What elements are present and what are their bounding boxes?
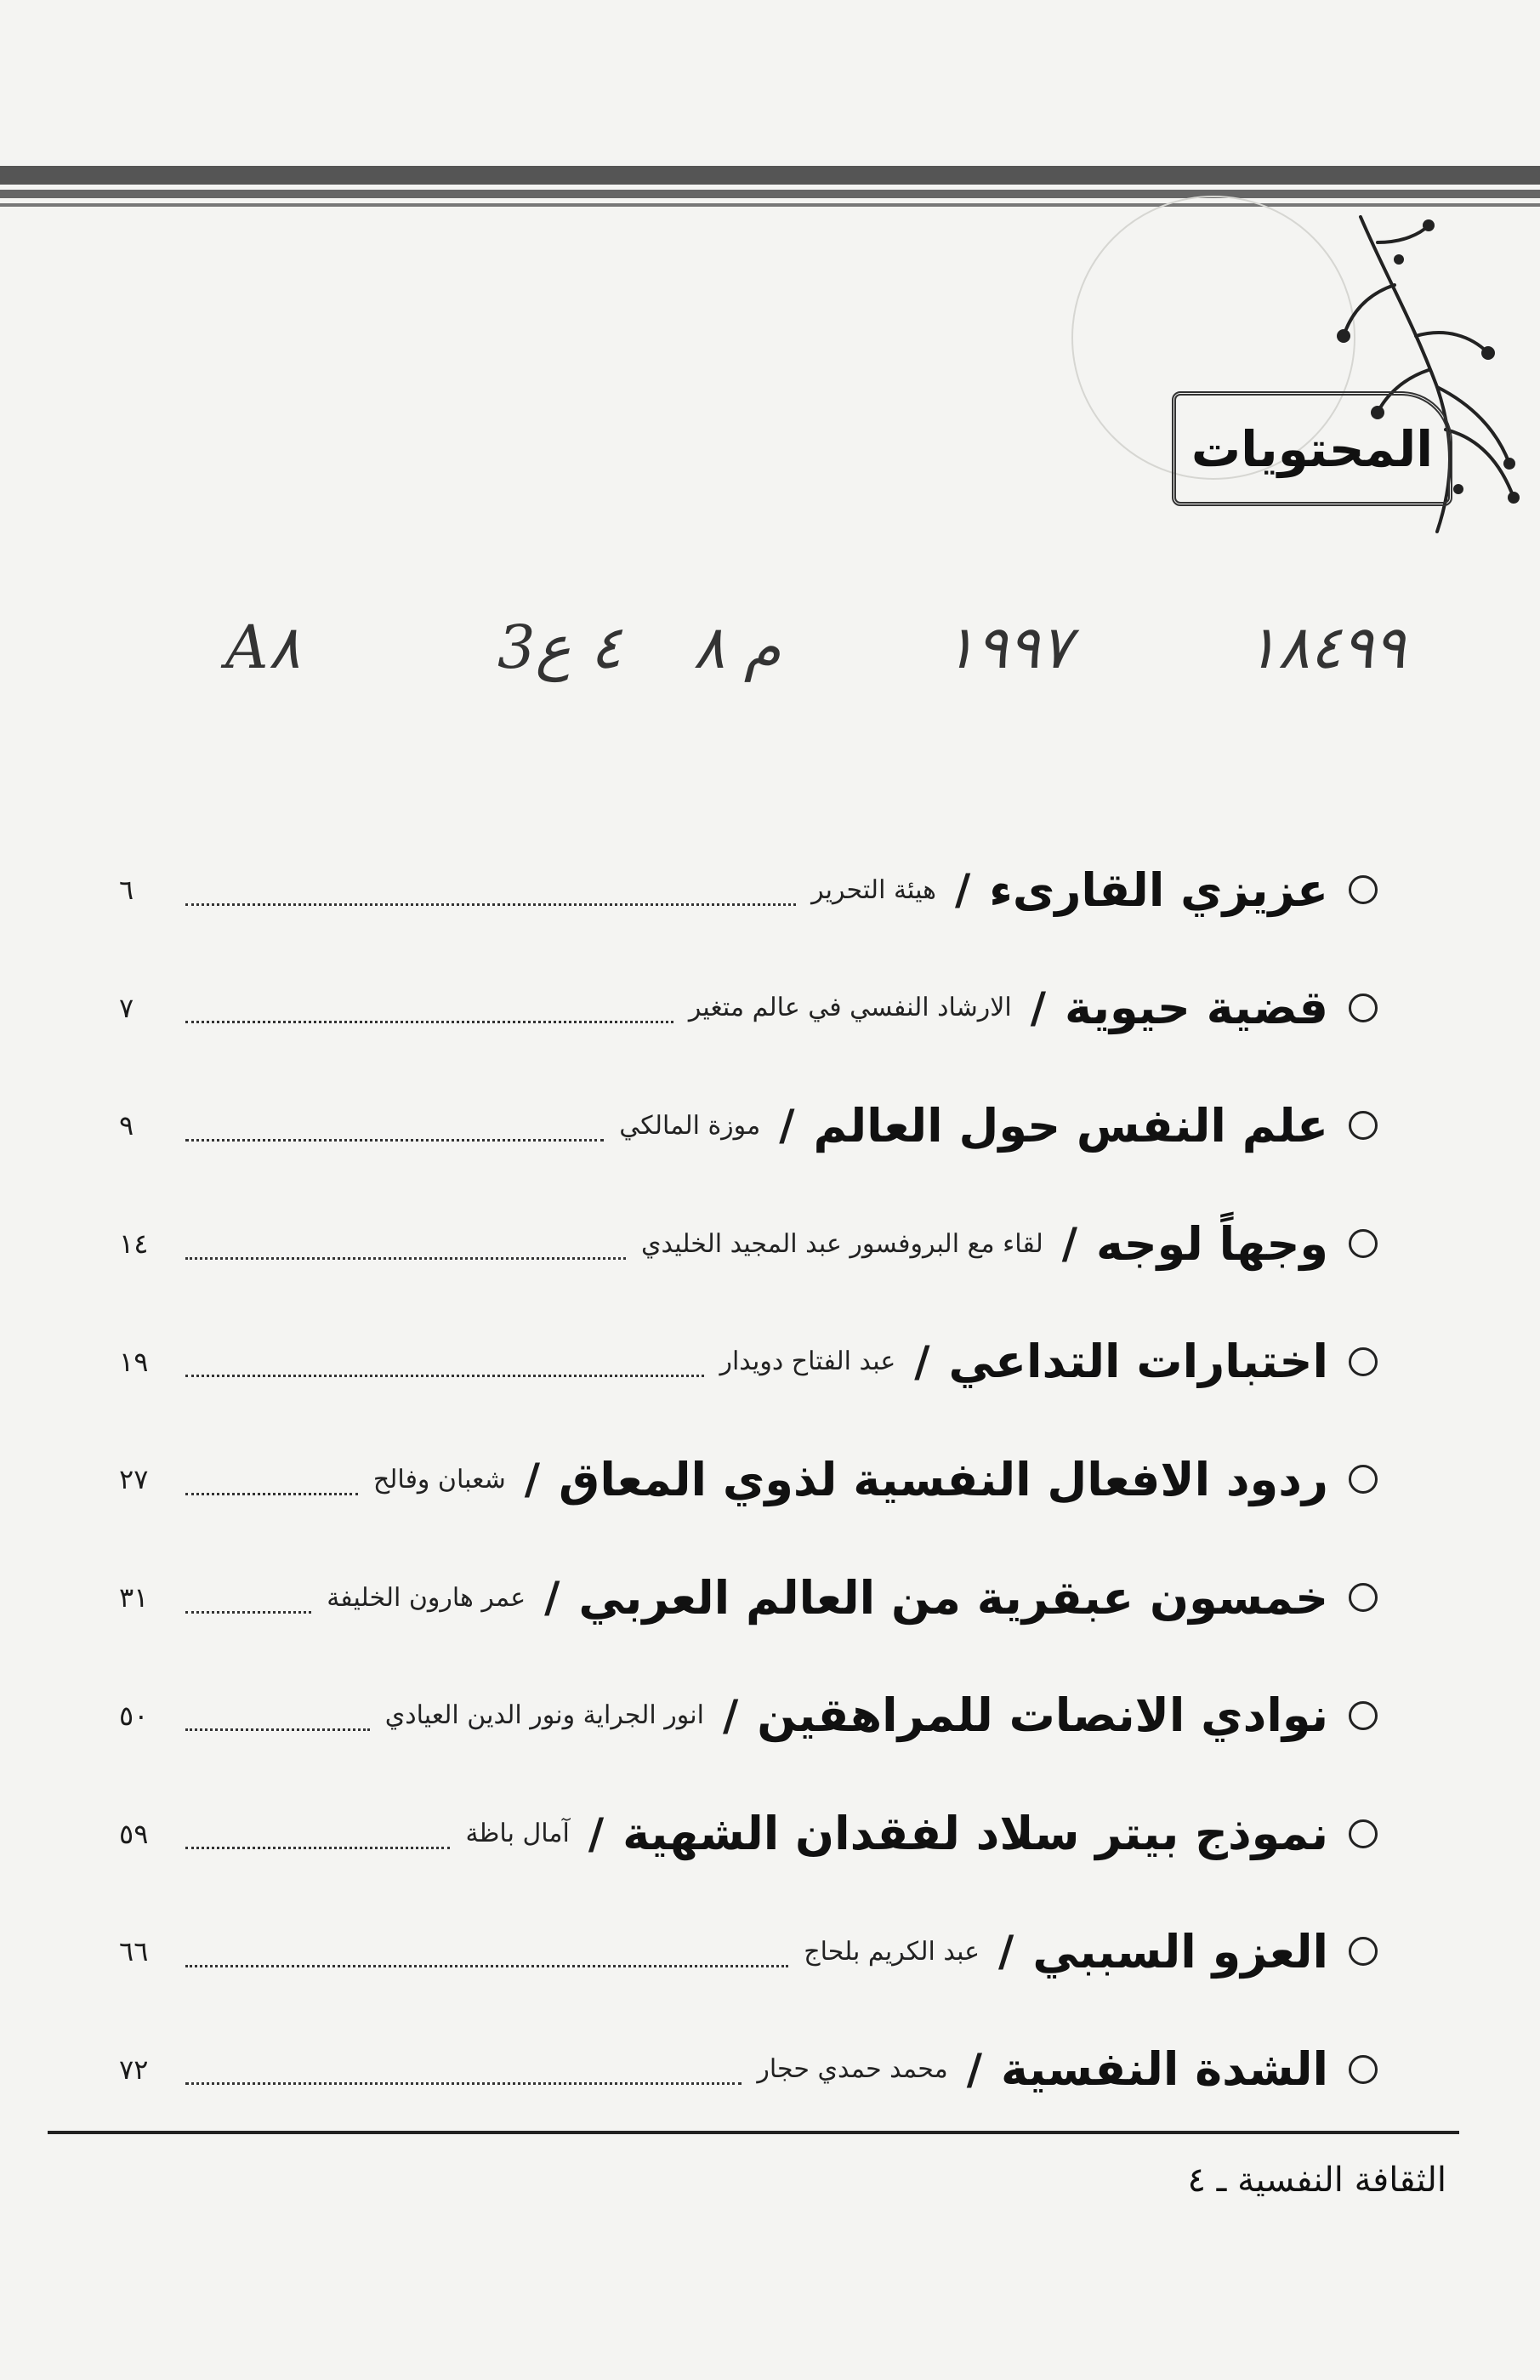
circle-bullet-icon: [1349, 1465, 1378, 1494]
table-of-contents: [119, 855, 1378, 2153]
toc-separator: /: [954, 865, 971, 914]
toc-title: ردود الافعال النفسية لذوي المعاق: [559, 1452, 1328, 1506]
leader-dots: [185, 1478, 358, 1495]
toc-author: محمد حمدي حجار: [757, 2054, 948, 2085]
circle-bullet-icon: [1349, 1819, 1378, 1848]
handwritten-note-1: A٨: [225, 612, 301, 682]
toc-title: قضية حيوية: [1065, 981, 1328, 1035]
page-title: المحتويات: [1191, 419, 1434, 478]
leader-dots: [185, 2067, 742, 2085]
toc-entry[interactable]: [119, 855, 1378, 925]
handwritten-note-4: ١٩٩٧: [944, 612, 1072, 682]
toc-entry[interactable]: [119, 1681, 1378, 1751]
toc-author: آمال باظة: [465, 1819, 570, 1848]
toc-page-number: ١٤: [119, 1227, 149, 1261]
circle-bullet-icon: [1349, 1583, 1378, 1612]
contents-header: [1172, 391, 1452, 506]
toc-title: الشدة النفسية: [1000, 2042, 1328, 2097]
circle-bullet-icon: [1349, 875, 1378, 904]
toc-separator: /: [524, 1455, 541, 1505]
leader-dots: [185, 1242, 626, 1260]
toc-author: الارشاد النفسي في عالم متغير: [688, 993, 1012, 1023]
leader-dots: [185, 1831, 450, 1849]
toc-entry[interactable]: [119, 1209, 1378, 1278]
circle-bullet-icon: [1349, 1229, 1378, 1258]
leader-dots: [185, 888, 796, 906]
toc-page-number: ٥٩: [119, 1817, 149, 1850]
handwritten-note-5: ١٨٤٩٩: [1246, 612, 1406, 682]
leader-dots: [185, 1124, 604, 1142]
toc-author: عمر هارون الخليفة: [327, 1582, 526, 1613]
toc-author: لقاء مع البروفسور عبد المجيد الخليدي: [641, 1228, 1043, 1259]
footer-rule: [48, 2131, 1459, 2134]
toc-title: عزيزي القارىء: [989, 863, 1328, 917]
toc-separator: /: [914, 1336, 930, 1386]
toc-author: انور الجراية ونور الدين العيادي: [384, 1700, 704, 1731]
leader-dots: [185, 1005, 673, 1023]
toc-title: خمسون عبقرية من العالم العربي: [578, 1570, 1328, 1625]
toc-entry[interactable]: [119, 2035, 1378, 2104]
circle-bullet-icon: [1349, 994, 1378, 1022]
toc-entry[interactable]: [119, 973, 1378, 1043]
toc-page-number: ٦٦: [119, 1935, 149, 1968]
toc-title: العزو السببي: [1032, 1924, 1328, 1979]
toc-page-number: ٧٢: [119, 2053, 149, 2086]
toc-title: نموذج بيتر سلاد لفقدان الشهية: [622, 1807, 1328, 1860]
toc-separator: /: [998, 1927, 1014, 1977]
toc-author: عبد الكريم بلحاج: [804, 1936, 980, 1967]
top-rules: [0, 166, 1540, 207]
toc-separator: /: [1061, 1219, 1077, 1269]
toc-page-number: ٧: [119, 991, 134, 1024]
toc-title: نوادي الانصات للمراهقين: [757, 1688, 1328, 1743]
circle-bullet-icon: [1349, 1111, 1378, 1140]
toc-separator: /: [1030, 982, 1046, 1033]
toc-entry[interactable]: [119, 1444, 1378, 1514]
toc-separator: /: [966, 2044, 982, 2094]
handwritten-note-2: 3٤ ع: [497, 612, 622, 682]
toc-separator: /: [588, 1808, 605, 1859]
leader-dots: [185, 1950, 788, 1967]
toc-entry[interactable]: [119, 1563, 1378, 1632]
circle-bullet-icon: [1349, 1701, 1378, 1730]
toc-separator: /: [779, 1101, 795, 1151]
toc-page-number: ٣١: [119, 1581, 149, 1614]
toc-author: موزة المالكي: [619, 1110, 761, 1141]
toc-separator: /: [544, 1573, 560, 1623]
toc-page-number: ٢٧: [119, 1463, 149, 1496]
toc-title: علم النفس حول العالم: [813, 1098, 1328, 1153]
toc-author: هيئة التحرير: [811, 874, 936, 905]
toc-author: عبد الفتاح دويدار: [719, 1347, 896, 1377]
circle-bullet-icon: [1349, 2055, 1378, 2084]
toc-author: شعبان وفالح: [372, 1464, 506, 1495]
toc-page-number: ١٩: [119, 1345, 149, 1378]
leader-dots: [185, 1359, 704, 1377]
toc-page-number: ٦: [119, 874, 134, 906]
toc-page-number: ٩: [119, 1109, 134, 1142]
toc-title: اختبارات التداعي: [948, 1335, 1328, 1389]
handwritten-note-3: م ٨: [693, 612, 781, 682]
toc-entry[interactable]: [119, 1090, 1378, 1160]
leader-dots: [185, 1596, 311, 1614]
circle-bullet-icon: [1349, 1937, 1378, 1966]
circle-bullet-icon: [1349, 1347, 1378, 1376]
toc-entry[interactable]: [119, 1916, 1378, 1986]
leader-dots: [185, 1713, 370, 1731]
toc-entry[interactable]: [119, 1799, 1378, 1869]
toc-separator: /: [722, 1690, 739, 1740]
footer-text: الثقافة النفسية ـ ٤: [1187, 2161, 1446, 2200]
toc-entry[interactable]: [119, 1327, 1378, 1397]
toc-page-number: ٥٠: [119, 1699, 149, 1732]
toc-title: وجهاً لوجه: [1095, 1216, 1328, 1271]
